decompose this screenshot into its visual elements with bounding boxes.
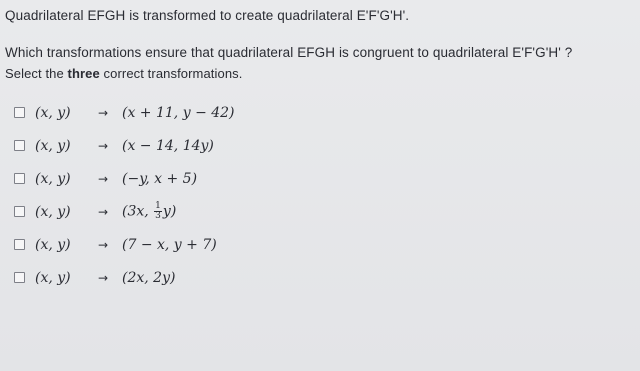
instruction-suffix: correct transformations. [99,66,243,81]
option-5-rhs: (7 − x, y + 7) [122,236,217,253]
fraction-denominator: 3 [155,211,161,221]
option-1-checkbox[interactable] [14,107,25,118]
option-1-rhs: (x + 11, y − 42) [122,104,235,121]
question-statement: Quadrilateral EFGH is transformed to create quadrilateral E'F'G'H'. [5,8,410,23]
option-6-rhs: (2x, 2y) [122,269,176,286]
fraction-numerator: 1 [155,201,161,211]
option-6[interactable] [14,261,235,294]
option-3-checkbox[interactable] [14,173,25,184]
arrow-icon: → [98,105,109,120]
option-3-rhs: (−y, x + 5) [122,170,198,187]
option-5-lhs: (x, y) [35,236,71,253]
option-1[interactable] [14,96,235,129]
option-4-rhs-prefix: (3x, [122,203,154,220]
question-instruction [5,66,242,81]
option-1-lhs: (x, y) [35,104,71,121]
instruction-prefix: Select the [5,66,68,81]
arrow-icon: → [98,171,109,186]
option-2-rhs: (x − 14, 14y) [122,137,214,154]
answer-options [14,96,235,294]
fraction [154,202,162,221]
option-3-lhs: (x, y) [35,170,71,187]
option-5[interactable] [14,228,235,261]
option-2[interactable] [14,129,235,162]
option-5-checkbox[interactable] [14,239,25,250]
option-4-checkbox[interactable] [14,206,25,217]
arrow-icon: → [98,270,109,285]
option-3[interactable] [14,162,235,195]
option-4-lhs: (x, y) [35,203,71,220]
arrow-icon: → [98,237,109,252]
option-2-checkbox[interactable] [14,140,25,151]
option-6-checkbox[interactable] [14,272,25,283]
option-4[interactable] [14,195,235,228]
option-2-lhs: (x, y) [35,137,71,154]
option-4-rhs-suffix: y) [162,203,177,220]
arrow-icon: → [98,138,109,153]
question-prompt: Which transformations ensure that quadrilateral EFGH is congruent to quadrilateral E'F'G'H' ? [5,45,573,60]
option-6-lhs: (x, y) [35,269,71,286]
option-4-rhs [122,202,176,221]
instruction-bold: three [67,66,100,81]
arrow-icon: → [98,204,109,219]
